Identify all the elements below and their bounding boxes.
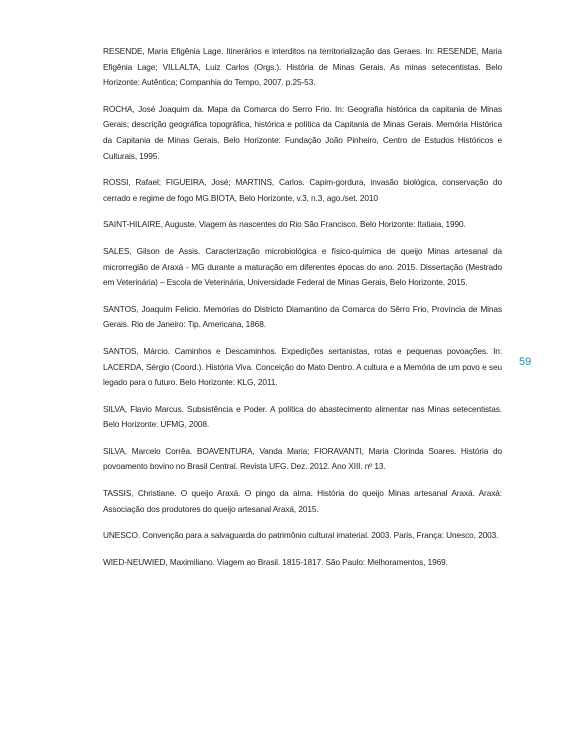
- reference-entry: TASSIS, Christiane. O queijo Araxá. O pingo da alma. História do queijo Minas artesanal Araxá. Araxá: Associação dos produtores do queijo artesanal Araxá, 2015.: [103, 488, 502, 514]
- reference-entry: WIED-NEUWIED, Maximiliano. Viagem ao Brasil. 1815-1817. São Paulo: Melhoramentos, 1969.: [103, 556, 448, 567]
- reference-entry: SALES, Gilson de Assis. Caracterização microbiológica e físico-química de queijo Minas artesanal da microrregião de Araxá - MG durante a maturação em diferentes épocas do ano. 2015. Dissertação (Mestrado em Veterinária) – Escola de Veterinária, Universidade Federal de Minas Gerais, Belo Horizonte, 2015.: [103, 245, 502, 288]
- reference-entry: ROCHA, José Joaquim da. Mapa da Comarca do Serro Frio. In: Geografia histórica da capitania de Minas Gerais; descrição geográfica topográfica, histórica e política da Capitania de Minas Gerais. Memória Histórica da Capitania de Minas Gerais. Belo Horizonte: Fundação João Pinheiro, Centro de Estudos Históricos e Culturais, 1995.: [103, 103, 502, 161]
- reference-entry: SANTOS, Márcio. Caminhos e Descaminhos. Expedições sertanistas, rotas e pequenas povoações. In: LACERDA, Sérgio (Coord.). História Viva. Conceição do Mato Dentro. A cultura e a Memória de um povo e seu legado para o futuro. Belo Horizonte: KLG, 2011.: [103, 345, 502, 388]
- reference-list: [103, 44, 502, 581]
- reference-entry: UNESCO. Convenção para a salvaguarda do patrimônio cultural imaterial. 2003. Paris, França: Unesco, 2003.: [103, 530, 499, 541]
- reference-entry: RESENDE, Maria Efigênia Lage. Itinerários e interditos na territorialização das Geraes. In: RESENDE, Maria Efigênia Lage; VILLALTA, Luiz Carlos (Orgs.). História de Minas Gerais. As minas setecentistas. Belo Horizonte: Autêntica; Companhia do Tempo, 2007. p.25-53.: [103, 46, 502, 88]
- reference-entry: SAINT-HILAIRE, Auguste. Viagem às nascentes do Rio São Francisco. Belo Horizonte: Itatiaia, 1990.: [103, 219, 466, 230]
- reference-entry: SILVA, Marcelo Corrêa. BOAVENTURA, Vanda Maria; FIORAVANTI, Maria Clorinda Soares. História do povoamento bovino no Brasil Central. Revista UFG. Dez. 2012. Ano XIII. nº 13.: [103, 445, 502, 472]
- reference-entry: ROSSI, Rafael; FIGUEIRA, José; MARTINS, Carlos. Capim-gordura, invasão biológica, conservação do cerrado e regime de fogo MG.BIOTA, Belo Horizonte, v.3, n.3, ago./set. 2010: [103, 177, 502, 203]
- reference-entry: SANTOS, Joaquim Felicio. Memórias do Districto Diamantino da Comarca do Sêrro Frio, Província de Minas Gerais. Rio de Janeiro: Tip. Americana, 1868.: [103, 303, 502, 330]
- reference-entry: SILVA, Flavio Marcus. Subsistência e Poder. A política do abastecimento alimentar nas Minas setecentistas. Belo Horizonte: UFMG, 2008.: [103, 403, 502, 430]
- page-number: 59: [519, 356, 532, 368]
